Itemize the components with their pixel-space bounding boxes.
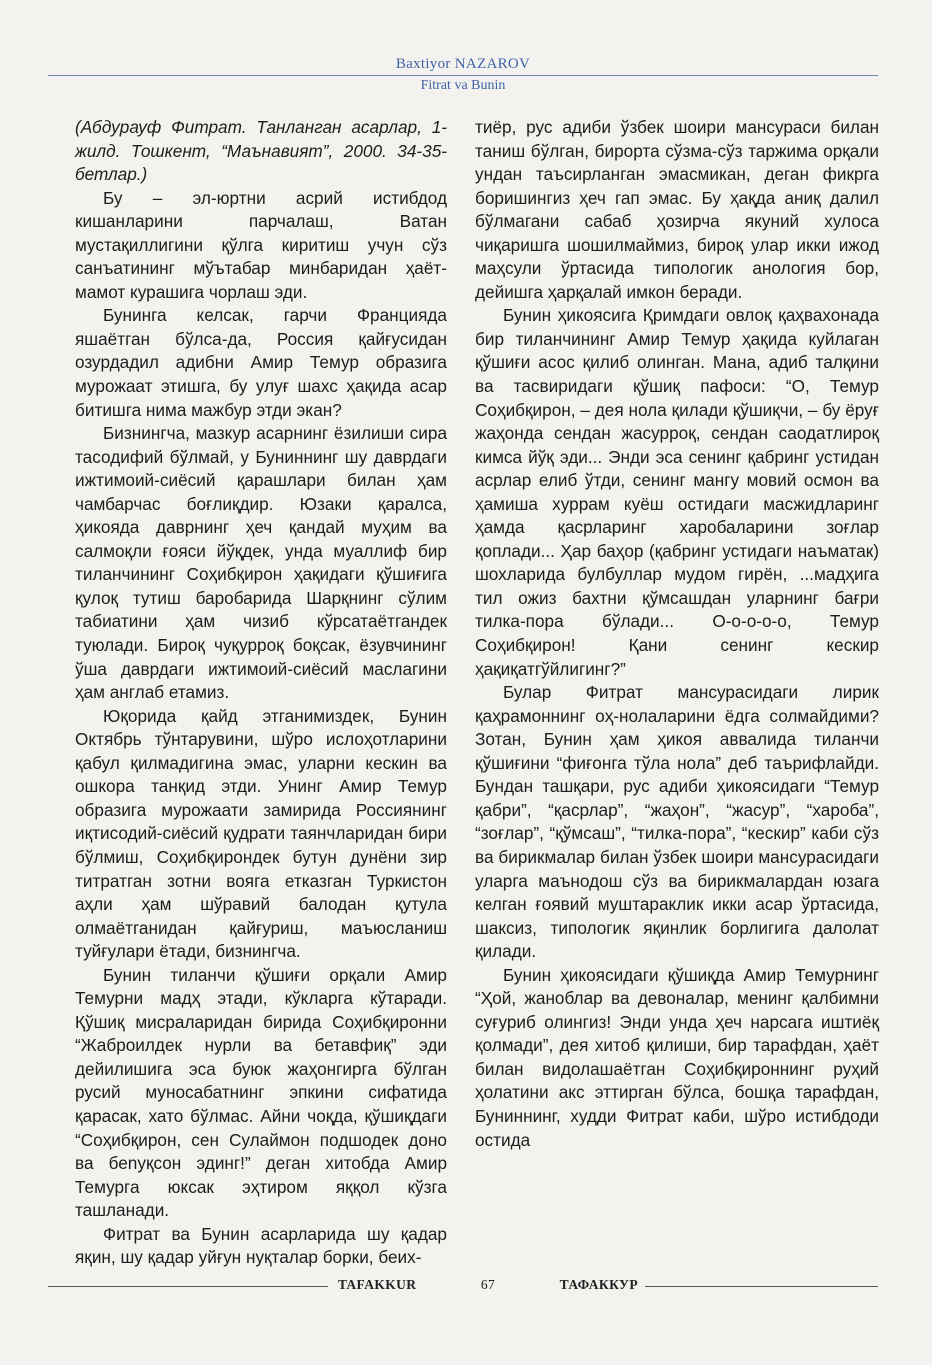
paragraph: Бизнингча, мазкур асарнинг ёзилиши сира тасодифий бўлмай, у Буниннинг шу даврдаги ижтимоий-сиёсий қарашлари билан ҳам чамбарчас боғлиқдир. Юзаки қаралса, ҳикояда даврнинг ҳеч қандай муҳим ва салмоқли ғояси йўқдек, унда муаллиф бир тиланчининг Соҳибқирон ҳақидаги қўшиғига қулоқ тутиш баробарида Шарқнинг сўлим табиатини ҳам чизиб кўрсатаётгандек туюлади. Бироқ чуқурроқ боқсак, ёзувчининг ўша даврдаги ижтимоий-сиёсий маслагини ҳам англаб етамиз. [75,423,447,703]
running-header [48,54,878,95]
paragraph-continued: тиёр, рус адиби ўзбек шоири мансураси билан таниш бўлган, бирорта сўзма-сўз таржима орқали ундан таъсирланган эмасмикан, деган фикрга боришингиз ҳеч гап эмас. Бу ҳақда аниқ далил бўлмагани сабаб ҳозирча якуний хулоса чиқаришга шошилмаймиз, бироқ улар икки ижод маҳсули ўртасида типологик анология бор, дейишга ҳарқалай имкон беради. [475,117,879,302]
footer-journal-cyrillic: ТАФАККУР [559,1277,638,1292]
footer-rule-right [645,1286,878,1287]
footer-text [338,1277,638,1293]
paragraph: Фитрат ва Бунин асарларида шу қадар яқин, шу қадар уйғун нуқталар борки, беих- [75,1223,447,1268]
page-number: 67 [480,1277,496,1292]
header-author: Baxtiyor NAZAROV [395,56,531,72]
header-rule [48,75,878,76]
paragraph: Бунинга келсак, гарчи Францияда яшаётган бўлса-да, Россия қайғусидан озурдадил адибни Амир Темур образига мурожаат этишга, бу улуғ шахс ҳақида асар битишга нима мажбур этди экан? [75,305,447,420]
paragraph: Бу – эл-юртни асрий истибдод кишанларини парчалаш, Ватан мустақиллигини қўлга киритиш учун сўз санъатининг мўътабар минбаридан ҳаёт-мамот курашига чорлаш эди. [75,187,447,302]
left-column [75,116,447,1270]
paragraph: Булар Фитрат мансурасидаги лирик қаҳрамоннинг оҳ-нолаларини ёдга солмайдими? Зотан, Бунин ҳам ҳикоя аввалида тиланчи қўшиғини “фиғонга тўла нола” деб таърифлайди. Бундан ташқари, рус адиби ҳикоясидаги “Темур қабри”, “қасрлар”, “жаҳон”, “жасур”, “хароба”, “зоғлар”, “қўмсаш”, “тилка-пора”, “кескир” каби сўз ва бирикмалар билан ўзбек шоири мансурасидаги уларга маънодош сўз ва бирикмалардан юзага келган ғоявий муштараклик икки асар ўртасида, шаксиз, типологик яқинлик борлигига далолат қилади. [475,682,879,962]
footer-rule-left [48,1286,328,1287]
paragraph: Бунин ҳикоясидаги қўшиқда Амир Темурнинг “Ҳой, жаноблар ва девоналар, менинг қалбимни суғуриб олингиз! Энди унда ҳеч нарсага иштиёқ қолмади”, дея хитоб қилиши, бир тарафдан, ҳаёт билан видолашаётган Соҳибқироннинг руҳий ҳолатини акс эттирган бўлса, бошқа тарафдан, Буниннинг, худди Фитрат каби, шўро истибдоди остида [475,964,879,1150]
right-column [475,116,879,1152]
header-article-title: Fitrat va Bunin [420,78,506,93]
citation-paragraph: (Абдурауф Фитрат. Танланган асарлар, 1-жилд. Тошкент, “Маънавият”, 2000. 34-35-бетлар.) [75,117,447,185]
paragraph: Бунин тиланчи қўшиғи орқали Амир Темурни мадҳ этади, кўкларга кўтаради. Қўшиқ мисраларидан бирида Соҳибқиронни “Жаброилдек нурли ва бетавфиқ” эди дейилишига эса буюк жаҳонгирга бўлган русий муносабатнинг эпкини сифатида қарасак, хато бўлмас. Айни чоқда, қўшиқдаги “Соҳибқирон, сен Сулаймон подшодек доно ва беnуқсон эдинг!” деган хитобда Амир Темурга юксак эҳтиром яққол кўзга ташланади. [75,964,447,1221]
paragraph: Юқорида қайд этганимиздек, Бунин Октябрь тўнтарувини, шўро ислоҳотларини қабул қилмадигина эмас, уларни кескин ва ошкора танқид этди. Унинг Амир Темур образига мурожаати замирида Россиянинг иқтисодий-сиёсий қудрати таянчларидан бири бўлмиш, Соҳибқирондек бутун дунёни зир титратган зотни вояга етказган Туркистон аҳли ҳам шўравий балодан қутула олмаётганидан қайғуриш, маъюсланиш туйғулари ётади, бизнингча. [75,705,447,962]
running-footer [48,1276,878,1296]
footer-journal-latin: TAFAKKUR [338,1277,417,1292]
paragraph: Бунин ҳикоясига Қримдаги овлоқ қаҳвахонада бир тиланчининг Амир Темур ҳақида куйлаган қўшиғи асос қилиб олинган. Мана, адиб талқини ва тасвиридаги қўшиқ пафоси: “О, Темур Соҳибқирон, – дея нола қилади қўшиқчи, – бу ёруғ жаҳонда сендан жасурроқ, сендан саодатлироқ кимса йўқ эди... Энди эса сенинг қабринг устидан асрлар елиб ўтди, сенинг мангу мовий осмон ва ҳамиша хуррам куёш остидаги масжидларинг ҳамда қасрларинг харобаларини зоғлар қоплади... Ҳар баҳор (қабринг устидаги наъматак) шохларида булбуллар мудом гирён, ...мадҳига тил ожиз бахтни қўмсашдан уларнинг бағри тилка-пора бўлади... О-о-о-о-о, Темур Соҳибқирон! Қани сенинг кескир ҳақиқатгўйлигинг?” [475,305,879,679]
